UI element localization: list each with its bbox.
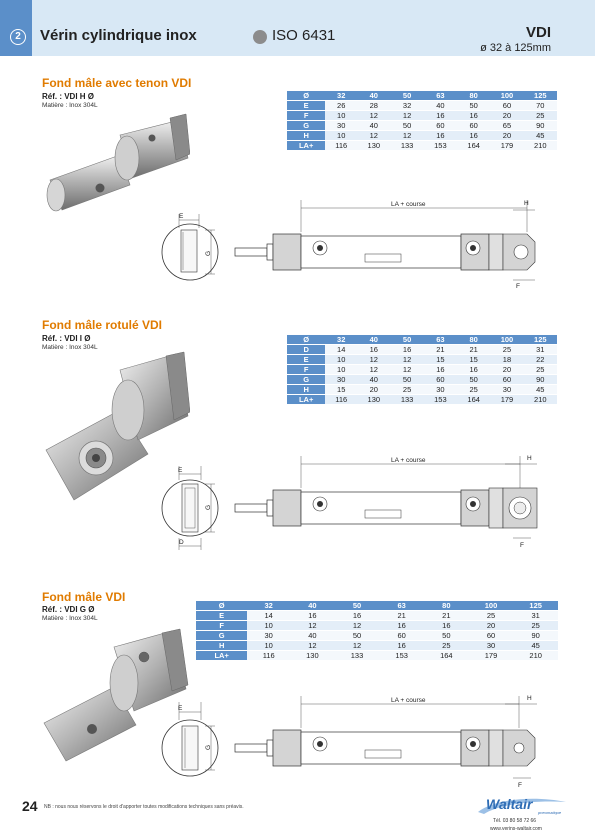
table-row bbox=[287, 365, 557, 375]
table-row bbox=[287, 101, 557, 111]
table-cell: 45 bbox=[524, 131, 557, 141]
table-cell: 16 bbox=[379, 641, 424, 651]
table-cell: 130 bbox=[357, 141, 390, 151]
model-code: VDI bbox=[525, 24, 551, 41]
table-cell: 60 bbox=[490, 101, 523, 111]
table-cell: 133 bbox=[390, 141, 423, 151]
table-cell: 16 bbox=[379, 621, 424, 631]
table-cell: 12 bbox=[335, 621, 380, 631]
section-title: Fond mâle rotulé VDI bbox=[42, 318, 163, 332]
table-cell: 31 bbox=[524, 345, 557, 355]
page-header bbox=[0, 0, 595, 56]
row-label-cell: E bbox=[196, 611, 247, 621]
disclaimer-text: NB : nous nous réservons le droit d'apporter toutes modifications techniques sans préavis. bbox=[44, 804, 244, 810]
dimensions-table bbox=[196, 601, 558, 661]
table-cell: 10 bbox=[325, 131, 357, 141]
table-header-cell: Ø bbox=[196, 601, 247, 611]
table-cell: 12 bbox=[357, 355, 390, 365]
section-material: Matière : Inox 304L bbox=[42, 102, 98, 109]
row-label-cell: E bbox=[287, 101, 325, 111]
table-cell: 210 bbox=[524, 141, 557, 151]
dim-d-label: D bbox=[179, 539, 184, 546]
table-cell: 12 bbox=[335, 641, 380, 651]
table-cell: 25 bbox=[490, 345, 523, 355]
table-cell: 60 bbox=[469, 631, 514, 641]
table-cell: 16 bbox=[457, 131, 490, 141]
table-cell: 130 bbox=[290, 651, 335, 661]
row-label-cell: LA+ bbox=[196, 651, 247, 661]
iso-standard: ISO 6431 bbox=[272, 27, 336, 44]
table-cell: 20 bbox=[469, 621, 514, 631]
table-cell: 12 bbox=[290, 621, 335, 631]
table-cell: 60 bbox=[424, 121, 457, 131]
table-row bbox=[196, 641, 558, 651]
dim-h-label: H bbox=[524, 200, 529, 207]
dim-e-label: E bbox=[179, 213, 184, 220]
table-cell: 12 bbox=[290, 641, 335, 651]
table-cell: 210 bbox=[513, 651, 558, 661]
table-cell: 20 bbox=[490, 131, 523, 141]
table-row bbox=[287, 345, 557, 355]
table-cell: 16 bbox=[357, 345, 390, 355]
la-course-label: LA + course bbox=[391, 457, 426, 464]
table-cell: 25 bbox=[424, 641, 469, 651]
table-header-cell: 32 bbox=[247, 601, 290, 611]
table-header-cell: 40 bbox=[290, 601, 335, 611]
table-cell: 116 bbox=[325, 141, 357, 151]
table-cell: 25 bbox=[524, 111, 557, 121]
table-cell: 25 bbox=[390, 385, 423, 395]
table-cell: 12 bbox=[390, 355, 423, 365]
table-row bbox=[196, 651, 558, 661]
table-cell: 153 bbox=[424, 141, 457, 151]
table-cell: 21 bbox=[424, 345, 457, 355]
table-cell: 32 bbox=[390, 101, 423, 111]
row-label-cell: E bbox=[287, 355, 325, 365]
table-cell: 15 bbox=[424, 355, 457, 365]
table-cell: 21 bbox=[379, 611, 424, 621]
table-cell: 133 bbox=[335, 651, 380, 661]
dimension-drawing bbox=[155, 450, 555, 560]
table-cell: 10 bbox=[325, 111, 357, 121]
page-title: Vérin cylindrique inox bbox=[40, 27, 197, 44]
table-header-cell: 80 bbox=[424, 601, 469, 611]
table-cell: 16 bbox=[424, 131, 457, 141]
table-header-cell: Ø bbox=[287, 91, 325, 101]
table-cell: 25 bbox=[513, 621, 558, 631]
dim-f-label: F bbox=[520, 542, 524, 549]
table-cell: 30 bbox=[490, 385, 523, 395]
table-cell: 21 bbox=[457, 345, 490, 355]
row-label-cell: G bbox=[196, 631, 247, 641]
row-label-cell: F bbox=[287, 111, 325, 121]
table-row bbox=[196, 631, 558, 641]
table-cell: 164 bbox=[424, 651, 469, 661]
table-cell: 50 bbox=[457, 101, 490, 111]
table-cell: 60 bbox=[457, 121, 490, 131]
table-cell: 15 bbox=[325, 385, 357, 395]
brand-name: Waltair bbox=[486, 796, 533, 812]
table-header-cell: 80 bbox=[457, 91, 490, 101]
table-cell: 45 bbox=[524, 385, 557, 395]
table-header-cell: 32 bbox=[325, 91, 357, 101]
page-number: 24 bbox=[22, 798, 38, 814]
table-cell: 25 bbox=[469, 611, 514, 621]
table-row bbox=[287, 141, 557, 151]
table-cell: 16 bbox=[335, 611, 380, 621]
table-cell: 12 bbox=[357, 131, 390, 141]
row-label-cell: LA+ bbox=[287, 395, 325, 405]
table-cell: 179 bbox=[490, 395, 523, 405]
table-cell: 22 bbox=[524, 355, 557, 365]
website-url[interactable]: www.verins-waltair.com bbox=[490, 826, 542, 832]
table-header-cell: 125 bbox=[524, 91, 557, 101]
table-cell: 50 bbox=[335, 631, 380, 641]
table-cell: 16 bbox=[424, 365, 457, 375]
table-cell: 50 bbox=[457, 375, 490, 385]
table-header-cell: 63 bbox=[424, 335, 457, 345]
table-row bbox=[287, 111, 557, 121]
table-header-cell: 40 bbox=[357, 335, 390, 345]
row-label-cell: F bbox=[196, 621, 247, 631]
iso-dot-icon bbox=[253, 30, 267, 44]
table-cell: 164 bbox=[457, 395, 490, 405]
row-label-cell: F bbox=[287, 365, 325, 375]
table-cell: 153 bbox=[424, 395, 457, 405]
table-cell: 130 bbox=[357, 395, 390, 405]
waltair-logo bbox=[476, 794, 568, 816]
table-cell: 25 bbox=[457, 385, 490, 395]
table-row bbox=[287, 375, 557, 385]
table-cell: 12 bbox=[390, 365, 423, 375]
section-material: Matière : Inox 304L bbox=[42, 344, 98, 351]
table-cell: 12 bbox=[357, 111, 390, 121]
table-cell: 12 bbox=[357, 365, 390, 375]
table-cell: 30 bbox=[424, 385, 457, 395]
table-header-cell: 32 bbox=[325, 335, 357, 345]
dimension-drawing bbox=[155, 190, 555, 290]
phone-number: Tél. 03 80 58 72 66 bbox=[493, 818, 537, 824]
section-title: Fond mâle avec tenon VDI bbox=[42, 76, 192, 90]
table-cell: 40 bbox=[290, 631, 335, 641]
table-cell: 10 bbox=[325, 365, 357, 375]
table-cell: 16 bbox=[424, 111, 457, 121]
table-cell: 16 bbox=[390, 345, 423, 355]
table-cell: 12 bbox=[390, 131, 423, 141]
table-cell: 50 bbox=[390, 121, 423, 131]
table-cell: 40 bbox=[357, 121, 390, 131]
table-cell: 60 bbox=[424, 375, 457, 385]
la-course-label: LA + course bbox=[391, 697, 426, 704]
table-cell: 60 bbox=[490, 375, 523, 385]
table-row bbox=[287, 121, 557, 131]
table-header-cell: 100 bbox=[490, 335, 523, 345]
dim-e-label: E bbox=[178, 467, 183, 474]
table-row bbox=[196, 611, 558, 621]
row-label-cell: G bbox=[287, 375, 325, 385]
table-header-cell: 125 bbox=[513, 601, 558, 611]
section-reference: Réf. : VDI G Ø bbox=[42, 605, 95, 614]
table-header-row bbox=[196, 601, 558, 611]
table-cell: 20 bbox=[490, 365, 523, 375]
table-header-cell: Ø bbox=[287, 335, 325, 345]
table-header-cell: 125 bbox=[524, 335, 557, 345]
dim-h-label: H bbox=[527, 455, 532, 462]
table-cell: 14 bbox=[247, 611, 290, 621]
dim-h-label: H bbox=[527, 695, 532, 702]
table-cell: 28 bbox=[357, 101, 390, 111]
table-cell: 50 bbox=[390, 375, 423, 385]
table-cell: 26 bbox=[325, 101, 357, 111]
table-cell: 90 bbox=[513, 631, 558, 641]
dim-g-label: G bbox=[205, 744, 212, 750]
table-cell: 70 bbox=[524, 101, 557, 111]
section-material: Matière : Inox 304L bbox=[42, 615, 98, 622]
table-cell: 16 bbox=[290, 611, 335, 621]
section-reference: Réf. : VDI H Ø bbox=[42, 92, 95, 101]
dim-f-label: F bbox=[516, 283, 520, 290]
table-cell: 31 bbox=[513, 611, 558, 621]
dimensions-table bbox=[287, 91, 557, 151]
row-label-cell: H bbox=[287, 385, 325, 395]
dim-e-label: E bbox=[178, 705, 183, 712]
table-header-cell: 40 bbox=[357, 91, 390, 101]
table-row bbox=[287, 395, 557, 405]
table-header-cell: 63 bbox=[379, 601, 424, 611]
table-cell: 30 bbox=[325, 375, 357, 385]
table-header-cell: 63 bbox=[424, 91, 457, 101]
row-label-cell: G bbox=[287, 121, 325, 131]
table-cell: 12 bbox=[390, 111, 423, 121]
table-cell: 40 bbox=[424, 101, 457, 111]
table-cell: 21 bbox=[424, 611, 469, 621]
table-cell: 14 bbox=[325, 345, 357, 355]
table-header-cell: 100 bbox=[490, 91, 523, 101]
header-accent-bar bbox=[0, 0, 32, 56]
table-cell: 164 bbox=[457, 141, 490, 151]
dim-g-label: G bbox=[205, 250, 212, 256]
table-row bbox=[196, 621, 558, 631]
table-header-cell: 50 bbox=[390, 335, 423, 345]
table-cell: 10 bbox=[247, 641, 290, 651]
table-header-cell: 100 bbox=[469, 601, 514, 611]
table-cell: 30 bbox=[469, 641, 514, 651]
table-header-row bbox=[287, 335, 557, 345]
table-cell: 30 bbox=[247, 631, 290, 641]
table-cell: 30 bbox=[325, 121, 357, 131]
table-cell: 116 bbox=[325, 395, 357, 405]
table-cell: 15 bbox=[457, 355, 490, 365]
la-course-label: LA + course bbox=[391, 201, 426, 208]
table-cell: 16 bbox=[457, 365, 490, 375]
table-cell: 18 bbox=[490, 355, 523, 365]
table-cell: 20 bbox=[357, 385, 390, 395]
table-cell: 25 bbox=[524, 365, 557, 375]
table-cell: 133 bbox=[390, 395, 423, 405]
table-header-cell: 80 bbox=[457, 335, 490, 345]
table-header-cell: 50 bbox=[390, 91, 423, 101]
dim-f-label: F bbox=[518, 782, 522, 789]
table-cell: 210 bbox=[524, 395, 557, 405]
table-cell: 50 bbox=[424, 631, 469, 641]
table-row bbox=[287, 355, 557, 365]
table-cell: 45 bbox=[513, 641, 558, 651]
row-label-cell: D bbox=[287, 345, 325, 355]
brand-subtitle: pneumatique bbox=[538, 810, 562, 815]
table-cell: 179 bbox=[490, 141, 523, 151]
dim-g-label: G bbox=[205, 504, 212, 510]
table-cell: 179 bbox=[469, 651, 514, 661]
table-cell: 90 bbox=[524, 375, 557, 385]
section-title: Fond mâle VDI bbox=[42, 590, 126, 604]
table-cell: 60 bbox=[379, 631, 424, 641]
row-label-cell: H bbox=[287, 131, 325, 141]
table-cell: 116 bbox=[247, 651, 290, 661]
table-cell: 10 bbox=[247, 621, 290, 631]
table-header-cell: 50 bbox=[335, 601, 380, 611]
table-cell: 16 bbox=[457, 111, 490, 121]
diameter-range: ø 32 à 125mm bbox=[480, 42, 551, 54]
table-cell: 153 bbox=[379, 651, 424, 661]
table-header-row bbox=[287, 91, 557, 101]
row-label-cell: LA+ bbox=[287, 141, 325, 151]
table-cell: 10 bbox=[325, 355, 357, 365]
table-cell: 90 bbox=[524, 121, 557, 131]
row-label-cell: H bbox=[196, 641, 247, 651]
dimension-drawing bbox=[155, 690, 555, 790]
table-cell: 65 bbox=[490, 121, 523, 131]
table-row bbox=[287, 131, 557, 141]
table-cell: 16 bbox=[424, 621, 469, 631]
section-reference: Réf. : VDI I Ø bbox=[42, 334, 91, 343]
dimensions-table bbox=[287, 335, 557, 405]
table-cell: 20 bbox=[490, 111, 523, 121]
table-cell: 40 bbox=[357, 375, 390, 385]
table-row bbox=[287, 385, 557, 395]
chapter-number-badge: 2 bbox=[10, 29, 26, 45]
